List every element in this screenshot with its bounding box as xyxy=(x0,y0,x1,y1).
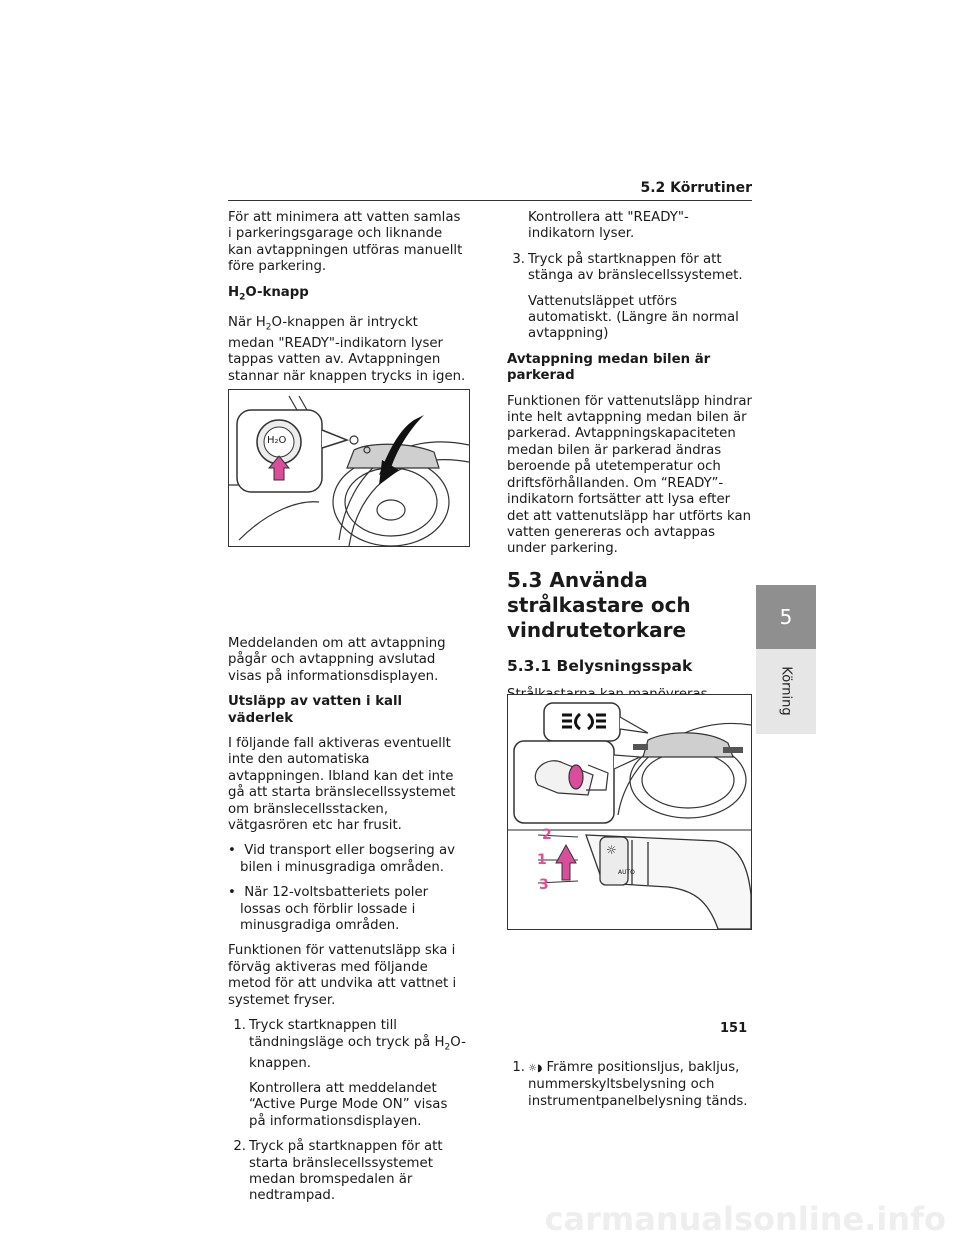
right-column xyxy=(507,210,752,1119)
step-3: 3. Tryck på startknappen för att stänga av bränslecellssystemet. xyxy=(512,251,743,284)
cold-heading: Utsläpp av vatten i kall väderlek xyxy=(228,694,403,726)
h2o-heading: $H_2O$-knapp xyxy=(228,284,309,303)
watermark: carmanualsonline.info xyxy=(544,1200,946,1238)
step-1: 1. Tryck startknappen till tändningsläge och tryck på $H_2O$-knappen. xyxy=(233,1018,466,1071)
step-2: 2. Tryck på startknappen för att starta bränslecellssystemet medan bromspedalen är nedtrampad. xyxy=(233,1139,443,1204)
section-heading: 5.3 Använda strålkastare och vindrutetorkare xyxy=(507,567,691,642)
park-paragraph: Funktionen för vattenutsläpp hindrar inte helt avtappning medan bilen är parkerad. Avtappningskapaciteten medan bilen är parkerad ändras beroende på utetemperatur och driftsförhållanden. Om “READY”-indikatorn fortsätter att lysa efter det att vattenutsläpp har utförts kan vatten genereras och avtappas under parkering. xyxy=(507,393,752,557)
h2o-button-label: H₂O xyxy=(267,435,287,446)
step-1-detail: Kontrollera att meddelandet “Active Purge Mode ON” visas på informationsdisplayen. xyxy=(249,1080,448,1129)
position-light-icon: ☼◗ xyxy=(528,1062,543,1074)
page-number: 151 xyxy=(720,1021,748,1036)
subsection-heading: 5.3.1 Belysningsspak xyxy=(507,656,693,675)
bullet-item: • Vid transport eller bogsering av bilen i minusgradiga områden. xyxy=(228,843,455,875)
step-3-detail: Vattenutsläppet utförs automatiskt. (Längre än normal avtappning) xyxy=(528,293,739,342)
intro-paragraph: För att minimera att vatten samlas i parkeringsgarage och liknande kan avtappningen utföras manuellt före parkering. xyxy=(228,210,463,275)
section-title: 5.2 Körrutiner xyxy=(640,180,752,196)
message-paragraph: Meddelanden om att avtappning pågår och avtappning avslutad visas på informationsdisplayen. xyxy=(228,635,446,684)
h2o-paragraph: När $H_2O$-knappen är intryckt medan "READY"-indikatorn lyser tappas vatten av. Avtappningen stannar när knappen trycks in igen. xyxy=(228,314,466,384)
park-heading: Avtappning medan bilen är parkerad xyxy=(507,351,711,384)
auto-position-label: AUTO xyxy=(618,869,635,876)
h2o-button-figure xyxy=(228,389,470,547)
light-switch-figure xyxy=(507,694,752,930)
left-column xyxy=(228,210,468,1214)
callout-label-3: 3 xyxy=(539,877,549,893)
light-item-1: 1. ☼◗ Främre positionsljus, bakljus, nummerskyltsbelysning och instrumentpanelbelysning tänds. xyxy=(512,1059,748,1109)
chapter-tab xyxy=(756,585,816,649)
bullet-item: • När 12-voltsbatteriets poler lossas och förblir lossade i minusgradiga områden. xyxy=(228,885,429,934)
callout-label-1: 1 xyxy=(537,852,547,868)
switch-sun-icon: ☼ xyxy=(606,843,617,857)
chapter-number: 5 xyxy=(779,605,793,629)
callout-label-2: 2 xyxy=(542,827,552,843)
cold-paragraph: I följande fall aktiveras eventuellt inte den automatiska avtappningen. Ibland kan det inte gå att starta bränslecellssystemet om bränslecellsstacken, vätgasrören etc har frusit. xyxy=(228,736,456,834)
forced-paragraph: Funktionen för vattenutsläpp ska i förväg aktiveras med följande metod för att undvika att vattnet i systemet fryser. xyxy=(228,943,457,1008)
chapter-title-tab xyxy=(756,649,816,734)
running-header xyxy=(228,178,752,201)
continued-check: Kontrollera att "READY"-indikatorn lyser. xyxy=(528,210,689,242)
chapter-title: Körning xyxy=(778,666,794,716)
